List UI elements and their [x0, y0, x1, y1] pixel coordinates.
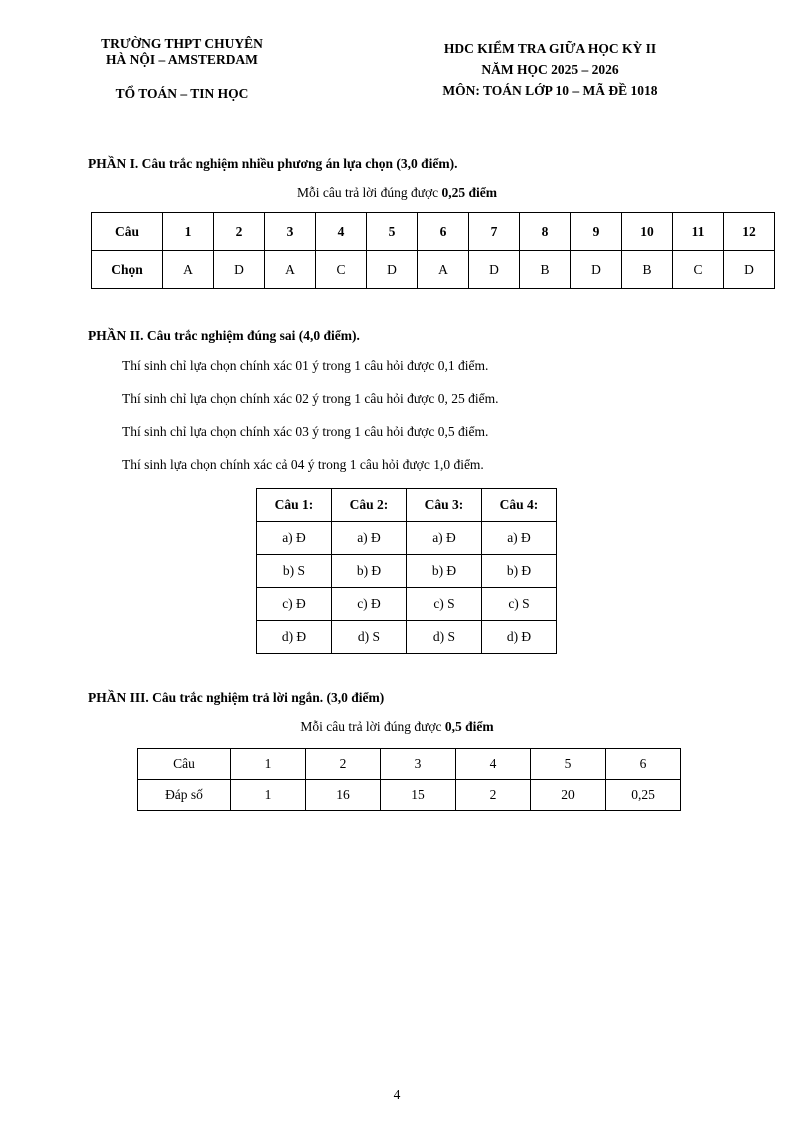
school-name: [62, 36, 302, 68]
part2-rule-1: Thí sinh chỉ lựa chọn chính xác 01 ý trong 1 câu hỏi được 0,1 điểm.: [122, 358, 489, 373]
answer-cell: c) S: [407, 588, 482, 621]
answer-cell: 16: [306, 780, 381, 811]
question-number: 3: [381, 749, 456, 780]
row-label-question: Câu: [92, 213, 163, 251]
question-number: 10: [622, 213, 673, 251]
answer-cell: A: [418, 251, 469, 289]
answer-cell: d) Đ: [257, 621, 332, 654]
answer-cell: D: [571, 251, 622, 289]
page-number: 4: [393, 1087, 401, 1102]
answer-cell: A: [163, 251, 214, 289]
part3-note-text: Mỗi câu trả lời đúng được: [300, 719, 445, 734]
table-row: [257, 588, 557, 621]
question-number: 2: [306, 749, 381, 780]
column-header: Câu 4:: [482, 489, 557, 522]
answer-cell: c) Đ: [332, 588, 407, 621]
answer-cell: C: [673, 251, 724, 289]
row-label-answer: Chọn: [92, 251, 163, 289]
part2-title: PHẦN II. Câu trắc nghiệm đúng sai (4,0 điểm).: [88, 328, 360, 343]
table-row: [138, 749, 681, 780]
answer-cell: B: [622, 251, 673, 289]
question-number: 1: [163, 213, 214, 251]
column-header: Câu 1:: [257, 489, 332, 522]
answer-cell: D: [469, 251, 520, 289]
question-number: 6: [418, 213, 469, 251]
answer-cell: c) Đ: [257, 588, 332, 621]
part3-note: [0, 719, 794, 735]
table-row: [257, 555, 557, 588]
department-name: TỔ TOÁN – TIN HỌC: [115, 86, 249, 101]
part3-note-points: 0,5 điểm: [444, 719, 494, 734]
answer-cell: d) S: [407, 621, 482, 654]
part2-rule-2: Thí sinh chỉ lựa chọn chính xác 02 ý trong 1 câu hỏi được 0, 25 điểm.: [122, 391, 499, 406]
question-number: 7: [469, 213, 520, 251]
column-header: Câu 2:: [332, 489, 407, 522]
answer-cell: a) Đ: [332, 522, 407, 555]
question-number: 4: [316, 213, 367, 251]
question-number: 11: [673, 213, 724, 251]
table-row: [138, 780, 681, 811]
part3-answer-table: [137, 748, 681, 811]
question-number: 5: [531, 749, 606, 780]
answer-cell: 15: [381, 780, 456, 811]
table-row: [257, 522, 557, 555]
answer-cell: a) Đ: [407, 522, 482, 555]
answer-cell: d) Đ: [482, 621, 557, 654]
table-row: [257, 489, 557, 522]
answer-cell: a) Đ: [257, 522, 332, 555]
answer-cell: D: [367, 251, 418, 289]
part2-answer-table: [256, 488, 557, 654]
exam-info: [395, 38, 705, 101]
question-number: 1: [231, 749, 306, 780]
question-number: 9: [571, 213, 622, 251]
answer-cell: b) Đ: [332, 555, 407, 588]
table-row: [92, 251, 775, 289]
answer-cell: D: [214, 251, 265, 289]
question-number: 4: [456, 749, 531, 780]
table-row: [92, 213, 775, 251]
answer-cell: 1: [231, 780, 306, 811]
question-number: 3: [265, 213, 316, 251]
answer-cell: 20: [531, 780, 606, 811]
question-number: 2: [214, 213, 265, 251]
part1-note: [0, 185, 794, 201]
answer-cell: c) S: [482, 588, 557, 621]
question-number: 6: [606, 749, 681, 780]
subject-code: MÔN: TOÁN LỚP 10 – MÃ ĐỀ 1018: [442, 83, 658, 98]
part1-answer-table: [91, 212, 775, 289]
answer-cell: C: [316, 251, 367, 289]
answer-cell: 0,25: [606, 780, 681, 811]
answer-cell: 2: [456, 780, 531, 811]
answer-cell: b) Đ: [407, 555, 482, 588]
part2-rule-4: Thí sinh lựa chọn chính xác cả 04 ý trong 1 câu hỏi được 1,0 điểm.: [122, 457, 484, 472]
part1-note-text: Mỗi câu trả lời đúng được: [296, 185, 442, 200]
school-line-2: HÀ NỘI – AMSTERDAM: [106, 52, 258, 67]
exam-title: HDC KIỂM TRA GIỮA HỌC KỲ II: [443, 41, 657, 56]
answer-cell: D: [724, 251, 775, 289]
table-row: [257, 621, 557, 654]
question-number: 5: [367, 213, 418, 251]
question-number: 12: [724, 213, 775, 251]
answer-cell: A: [265, 251, 316, 289]
part1-title: PHẦN I. Câu trắc nghiệm nhiều phương án lựa chọn (3,0 điểm).: [88, 156, 458, 171]
part3-title: PHẦN III. Câu trắc nghiệm trả lời ngắn. (3,0 điểm): [88, 690, 385, 705]
answer-cell: a) Đ: [482, 522, 557, 555]
question-number: 8: [520, 213, 571, 251]
school-year: NĂM HỌC 2025 – 2026: [481, 62, 619, 77]
answer-cell: b) S: [257, 555, 332, 588]
answer-cell: d) S: [332, 621, 407, 654]
answer-cell: B: [520, 251, 571, 289]
row-label-question: Câu: [138, 749, 231, 780]
part2-rule-3: Thí sinh chỉ lựa chọn chính xác 03 ý trong 1 câu hỏi được 0,5 điểm.: [122, 424, 489, 439]
column-header: Câu 3:: [407, 489, 482, 522]
part1-note-points: 0,25 điểm: [441, 185, 498, 200]
answer-cell: b) Đ: [482, 555, 557, 588]
school-line-1: TRƯỜNG THPT CHUYÊN: [101, 36, 263, 51]
row-label-answer: Đáp số: [138, 780, 231, 811]
